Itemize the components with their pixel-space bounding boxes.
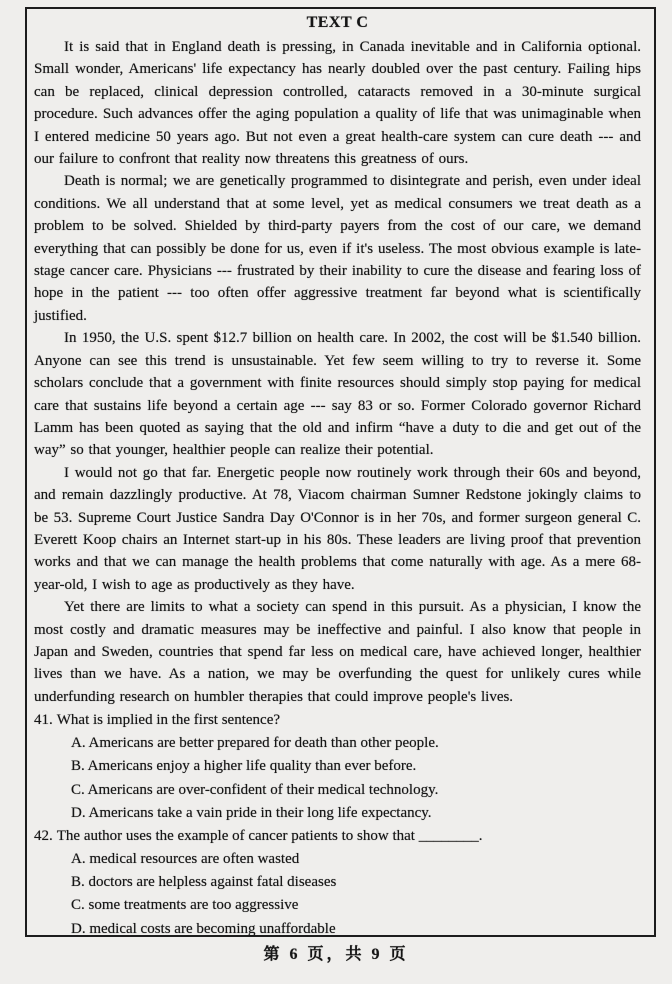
question-42-stem bbox=[34, 825, 641, 848]
question-41-stem bbox=[34, 709, 641, 732]
question-42-option-a: A. medical resources are often wasted bbox=[71, 851, 300, 867]
question-42-number: 42. bbox=[34, 828, 53, 844]
passage-body bbox=[34, 36, 641, 708]
page-footer: 第 6 页，共 9 页 bbox=[263, 946, 409, 963]
question-42-text: The author uses the example of cancer patients to show that ________. bbox=[56, 828, 483, 844]
passage-paragraph-4: I would not go that far. Energetic people now routinely work through their 60s and beyond, and remain dazzlingly productive. At 78, Viacom chairman Sumner Redstone jokingly claims to be 53. Supreme Court Justice Sandra Day O'Connor is in her 70s, and former surgeon general C. Everett Koop chairs an Internet start-up in his 80s. These leaders are living proof that prevention works and that we can manage the health problems that come naturally with age. As a mere 68-year-old, I wish to age as productively as they have. bbox=[34, 464, 641, 593]
question-42-option-c: C. some treatments are too aggressive bbox=[71, 897, 299, 914]
question-41-option-b: B. Americans enjoy a higher life quality than ever before. bbox=[71, 758, 417, 775]
scanned-text-frame bbox=[25, 7, 656, 937]
passage-title: TEXT C bbox=[306, 14, 369, 31]
questions-section bbox=[34, 709, 641, 941]
question-41-text: What is implied in the first sentence? bbox=[56, 712, 281, 729]
question-41 bbox=[34, 709, 641, 825]
passage-paragraph-1: It is said that in England death is pressing, in Canada inevitable and in California optional. Small wonder, Americans' life expectancy has nearly doubled over the past century. Failing hips can be replaced, clinical depression controlled, cataracts removed in a 30-minute surgical procedure. Such advances offer the aging population a quality of life that was unimaginable when I entered medicine 50 years ago. But not even a great health-care system can cure death --- and our failure to confront that reality now threatens this greatness of ours. bbox=[34, 39, 641, 168]
question-42-option-b: B. doctors are helpless against fatal diseases bbox=[71, 874, 337, 891]
passage-paragraph-3: In 1950, the U.S. spent $12.7 billion on health care. In 2002, the cost will be $1.540 billion. Anyone can see this trend is unsustainable. Yet few seem willing to try to reverse it. Some scholars conclude that a government with finite resources should simply stop paying for medical care that sustains life beyond a certain age --- say 83 or so. Former Colorado governor Richard Lamm has been quoted as saying that the old and infirm “have a duty to die and get out of the way” so that younger, healthier people can realize their potential. bbox=[34, 330, 641, 459]
question-42 bbox=[34, 825, 641, 941]
question-41-option-a: A. Americans are better prepared for death than other people. bbox=[71, 735, 439, 752]
passage-paragraph-2: Death is normal; we are genetically programmed to disintegrate and perish, even under ideal conditions. We all understand that at some level, yet as medical consumers we treat death as a problem to be solved. Shielded by third-party payers from the cost of our care, we demand everything that can possibly be done for us, even if it's useless. The most obvious example is late-stage cancer care. Physicians --- frustrated by their inability to cure the disease and fearing loss of hope in the patient --- too often offer aggressive treatment far beyond what is scientifically justified. bbox=[34, 173, 641, 324]
passage-paragraph-5: Yet there are limits to what a society can spend in this pursuit. As a physician, I know the most costly and dramatic measures may be ineffective and painful. I also know that people in Japan and Sweden, countries that spend far less on medical care, have achieved longer, healthier lives than we have. As a nation, we may be overfunding the quest for unlikely cures while underfunding research on humbler therapies that could improve people's lives. bbox=[34, 599, 641, 705]
question-42-option-d: D. medical costs are becoming unaffordable bbox=[71, 920, 336, 937]
question-41-option-d: D. Americans take a vain pride in their long life expectancy. bbox=[71, 804, 432, 821]
question-41-number: 41. bbox=[34, 712, 53, 729]
question-41-option-c: C. Americans are over-confident of their medical technology. bbox=[71, 781, 439, 798]
